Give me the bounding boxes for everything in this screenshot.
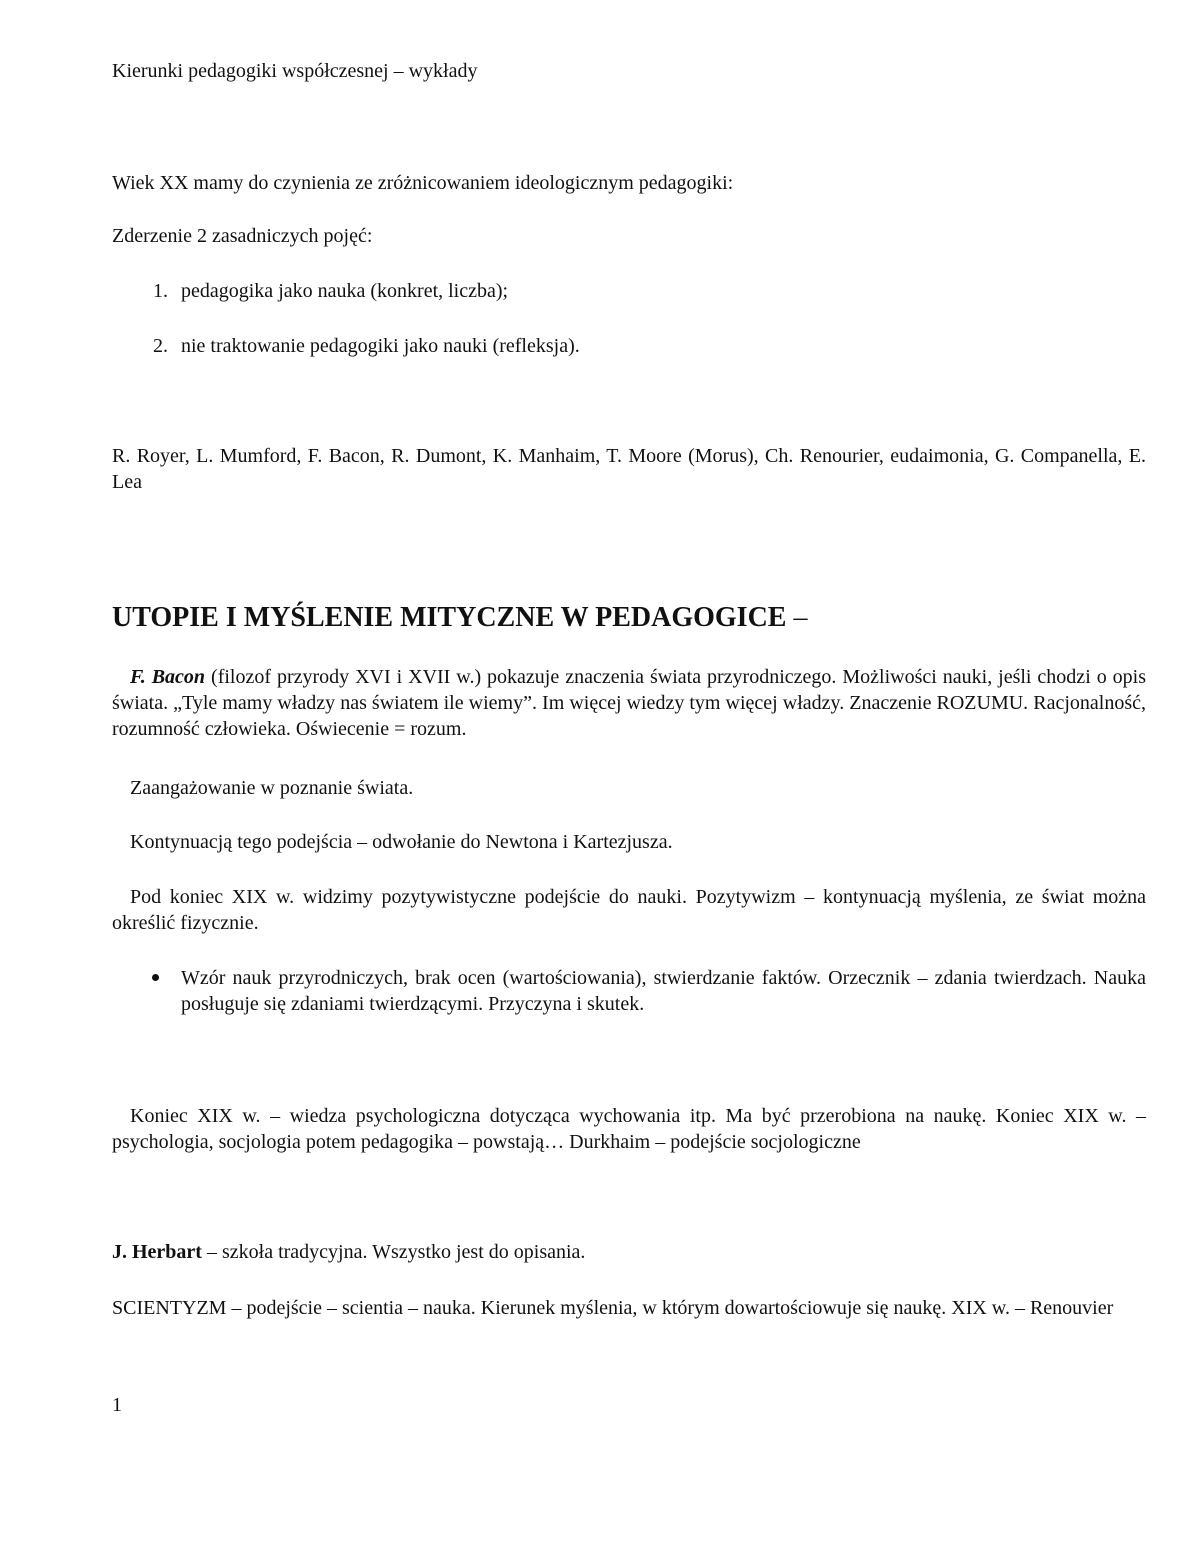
names-paragraph: R. Royer, L. Mumford, F. Bacon, R. Dumont, K. Manhaim, T. Moore (Morus), Ch. Renourier, eudaimonia, G. Companella, E. Lea bbox=[112, 445, 1146, 493]
koniec-paragraph: Koniec XIX w. – wiedza psychologiczna dotycząca wychowania itp. Ma być przerobiona na naukę. Koniec XIX w. – psychologia, socjologia potem pedagogika – powstają… Durkhaim – podejście socjologiczne bbox=[112, 1105, 1146, 1153]
herbart-text: – szkoła tradycyjna. Wszystko jest do opisania. bbox=[206, 1241, 586, 1263]
list-item: nie traktowanie pedagogiki jako nauki (refleksja). bbox=[181, 335, 580, 357]
list-number: 2. bbox=[153, 335, 168, 357]
page-number: 1 bbox=[112, 1394, 122, 1416]
section-heading-dash: – bbox=[793, 602, 808, 633]
herbart-paragraph bbox=[112, 1239, 1146, 1265]
list-item: pedagogika jako nauka (konkret, liczba); bbox=[181, 280, 509, 302]
kontynuacja-paragraph: Kontynuacją tego podejścia – odwołanie do Newtona i Kartezjusza. bbox=[130, 831, 673, 853]
intro-subline: Zderzenie 2 zasadniczych pojęć: bbox=[112, 225, 373, 247]
list-number: 1. bbox=[153, 280, 168, 302]
bullet-item: Wzór nauk przyrodniczych, brak ocen (wartościowania), stwierdzanie faktów. Orzecznik – zdania twierdzach. Nauka posługuje się zdaniami twierdzącymi. Przyczyna i skutek. bbox=[181, 967, 1146, 1015]
pozytywizm-paragraph: Pod koniec XIX w. widzimy pozytywistyczne podejście do nauki. Pozytywizm – kontynuacją myślenia, ze świat można określić fizycznie. bbox=[112, 886, 1146, 934]
section-heading bbox=[112, 600, 807, 636]
bullet-icon bbox=[152, 974, 159, 981]
herbart-name: J. Herbart bbox=[112, 1241, 202, 1263]
document-title: Kierunki pedagogiki współczesnej – wykłady bbox=[112, 60, 478, 82]
intro-line: Wiek XX mamy do czynienia ze zróżnicowaniem ideologicznym pedagogiki: bbox=[112, 172, 734, 194]
bacon-name: F. Bacon bbox=[130, 666, 206, 688]
bacon-text: (filozof przyrody XVI i XVII w.) pokazuje znaczenia świata przyrodniczego. Możliwości nauki, jeśli chodzi o opis świata. „Tyle mamy władzy nas światem ile wiemy”. Im więcej wiedzy tym więcej władzy. Znaczenie ROZUMU. Racjonalność, rozumność człowieka. Oświecenie = rozum. bbox=[112, 666, 1146, 740]
zaangazowanie-paragraph: Zaangażowanie w poznanie świata. bbox=[130, 777, 414, 799]
bacon-paragraph bbox=[112, 664, 1146, 742]
scientyzm-paragraph: SCIENTYZM – podejście – scientia – nauka. Kierunek myślenia, w którym dowartościowuje się naukę. XIX w. – Renouvier bbox=[112, 1297, 1114, 1319]
section-heading-text: UTOPIE I MYŚLENIE MITYCZNE W PEDAGOGICE bbox=[112, 602, 787, 633]
